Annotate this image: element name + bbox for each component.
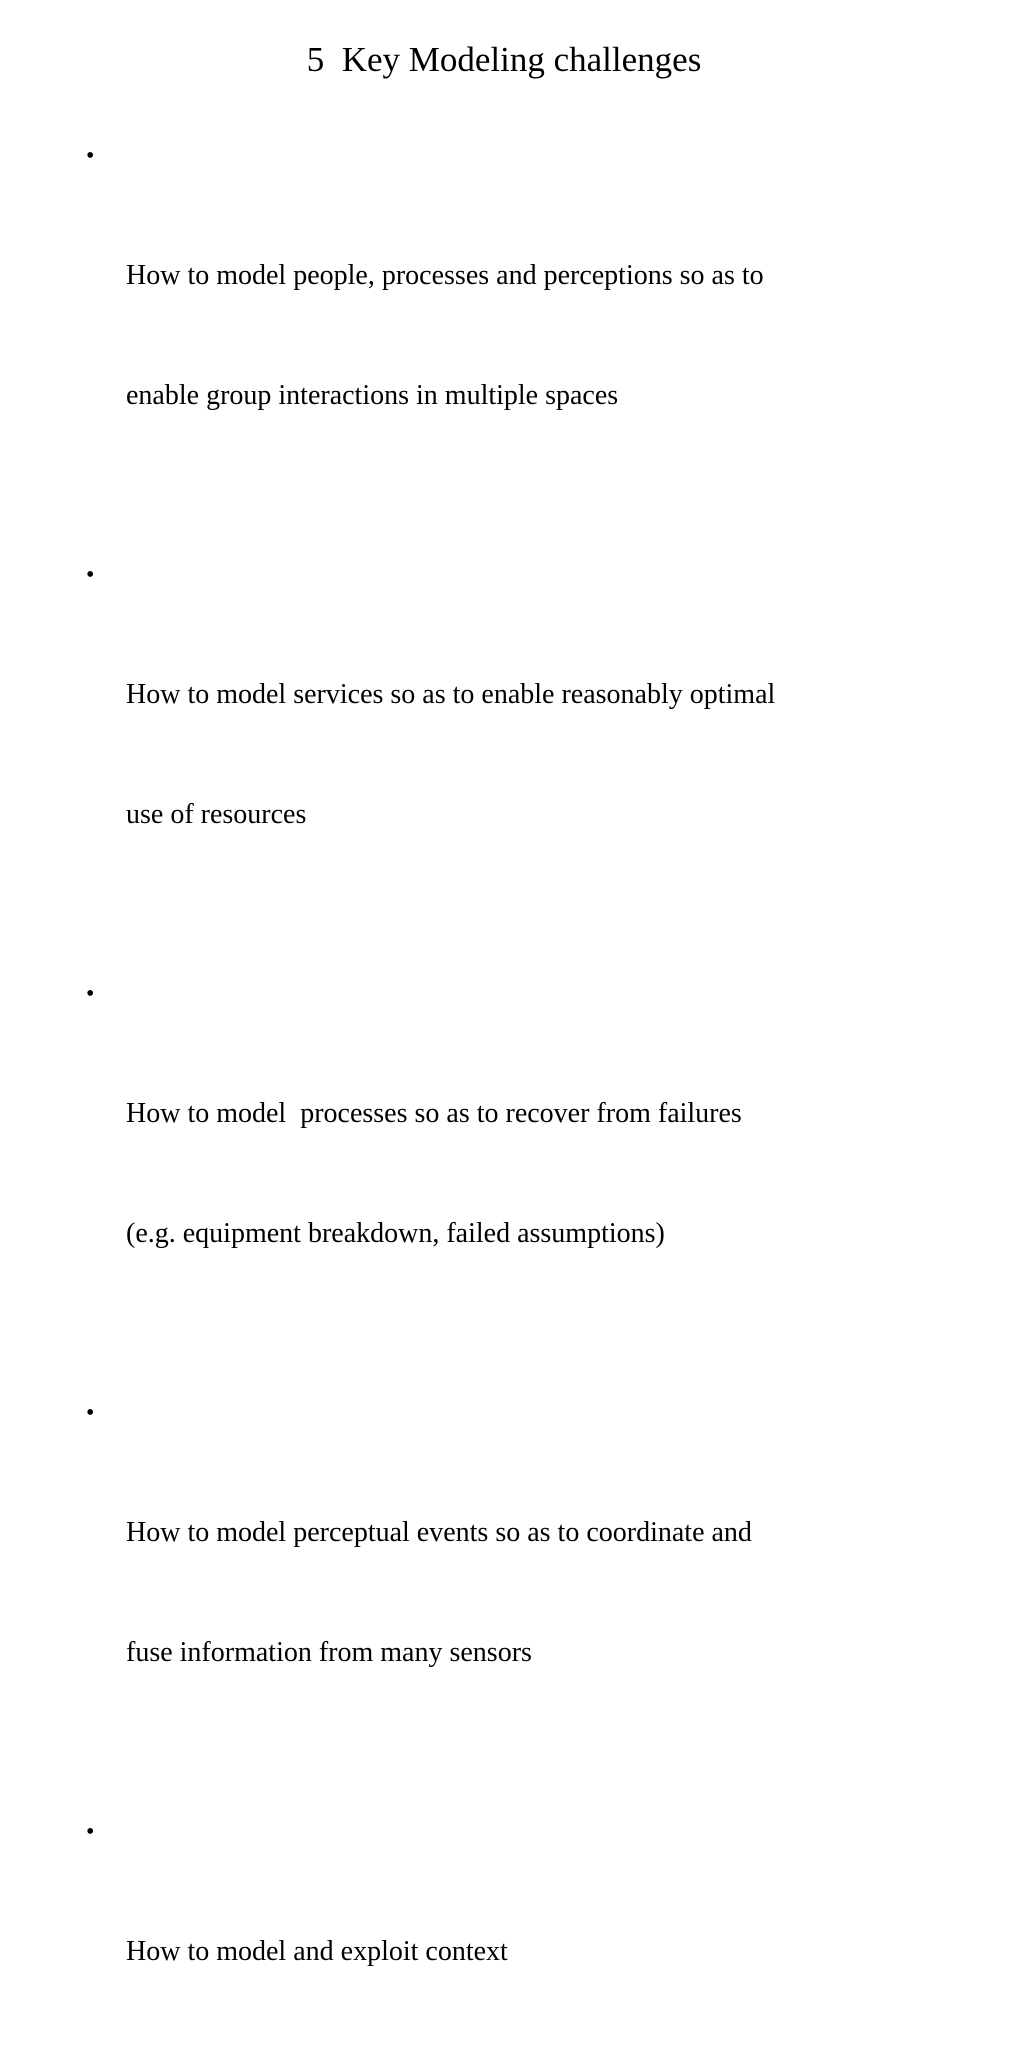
bullet-line: enable group interactions in multiple spaces xyxy=(126,380,619,411)
bullet-list xyxy=(84,136,944,2052)
bullet-line: How to model people, processes and perceptions so as to xyxy=(126,260,764,291)
bullet-item xyxy=(84,974,944,1334)
bullet-item xyxy=(84,555,944,915)
bullet-icon: • xyxy=(86,1819,95,1845)
bullet-line: How to model perceptual events so as to coordinate and xyxy=(126,1517,752,1548)
bullet-line: How to model services so as to enable reasonably optimal xyxy=(126,679,776,710)
bullet-line: How to model and exploit context xyxy=(126,1936,508,1967)
slide-title: 5 Key Modeling challenges xyxy=(306,40,702,79)
bullet-item xyxy=(84,1812,944,2052)
bullet-line: use of resources xyxy=(126,799,307,830)
bullet-icon: • xyxy=(86,1400,95,1426)
bullet-icon: • xyxy=(86,562,95,588)
bullet-line: How to model processes so as to recover from failures xyxy=(126,1098,742,1129)
bullet-icon: • xyxy=(86,143,95,169)
bullet-item xyxy=(84,136,944,496)
bullet-item xyxy=(84,1393,944,1753)
bullet-line: fuse information from many sensors xyxy=(126,1637,532,1668)
bullet-icon: • xyxy=(86,981,95,1007)
bullet-line: (e.g. equipment breakdown, failed assumptions) xyxy=(126,1218,665,1249)
